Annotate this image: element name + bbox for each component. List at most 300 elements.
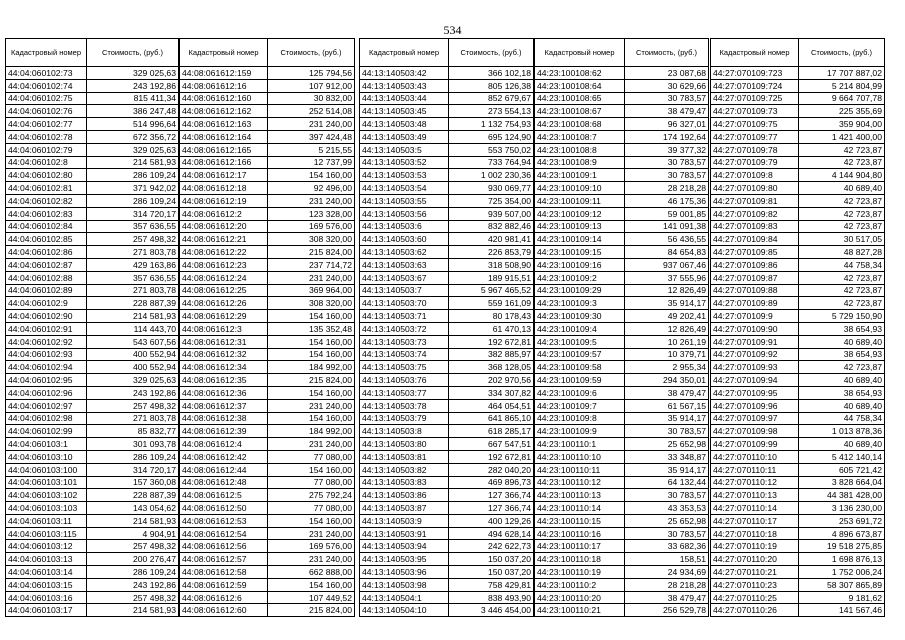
cadastral-table-4 [534, 38, 709, 617]
cost-cell: 641 865,10 [449, 412, 534, 425]
table-row [711, 438, 885, 451]
cadastral-number-cell: 44:23:100109:5 [535, 335, 625, 348]
table-row [180, 604, 355, 617]
cost-cell: 4 904,91 [87, 527, 179, 540]
cost-cell: 39 377,32 [625, 143, 709, 156]
table-row [6, 527, 179, 540]
cost-cell: 125 794,56 [268, 67, 355, 80]
table-row [535, 194, 709, 207]
table-row [535, 67, 709, 80]
cadastral-number-cell: 44:23:100110:20 [535, 591, 625, 604]
table-row [711, 271, 885, 284]
table-row [535, 412, 709, 425]
cadastral-number-cell: 44:13:140503:54 [360, 182, 449, 195]
header-cost: Стоимость, (руб.) [799, 39, 885, 67]
cadastral-number-cell: 44:23:100108:8 [535, 143, 625, 156]
table-row [180, 182, 355, 195]
table-row [711, 386, 885, 399]
table-row [6, 182, 179, 195]
cadastral-number-cell: 44:27:070109:73 [711, 105, 799, 118]
cost-cell: 514 996,64 [87, 118, 179, 131]
cadastral-number-cell: 44:23:100109:3 [535, 297, 625, 310]
table-row [180, 425, 355, 438]
cost-cell: 226 853,79 [449, 246, 534, 259]
cadastral-number-cell: 44:08:061612:50 [180, 502, 268, 515]
cadastral-number-cell: 44:08:061612:6 [180, 591, 268, 604]
cadastral-number-cell: 44:04:060103:103 [6, 502, 87, 515]
table-row [535, 271, 709, 284]
table-row [360, 194, 534, 207]
cost-cell: 286 109,24 [87, 450, 179, 463]
table-row [180, 335, 355, 348]
table-row [711, 220, 885, 233]
table-row [711, 361, 885, 374]
cost-cell: 9 181,62 [799, 591, 885, 604]
cost-cell: 17 707 887,02 [799, 67, 885, 80]
cost-cell: 329 025,63 [87, 67, 179, 80]
cadastral-number-cell: 44:23:100110:14 [535, 502, 625, 515]
cadastral-number-cell: 44:27:070110:10 [711, 450, 799, 463]
cadastral-number-cell: 44:27:070110:11 [711, 463, 799, 476]
table-row [711, 194, 885, 207]
cadastral-number-cell: 44:23:100110:1 [535, 438, 625, 451]
cost-cell: 44 758,34 [799, 258, 885, 271]
table-row [711, 425, 885, 438]
table-row [6, 335, 179, 348]
table-row [535, 425, 709, 438]
cadastral-number-cell: 44:27:070109:80 [711, 182, 799, 195]
cost-cell: 286 109,24 [87, 169, 179, 182]
cost-cell: 38 479,47 [625, 105, 709, 118]
cost-cell: 214 581,93 [87, 604, 179, 617]
table-row [6, 105, 179, 118]
cost-cell: 400 552,94 [87, 361, 179, 374]
cost-cell: 35 914,17 [625, 463, 709, 476]
cost-cell: 357 636,55 [87, 271, 179, 284]
cost-cell: 231 240,00 [268, 118, 355, 131]
cost-cell: 214 581,93 [87, 514, 179, 527]
cadastral-number-cell: 44:27:070109:89 [711, 297, 799, 310]
table-row [180, 322, 355, 335]
cost-cell: 192 672,81 [449, 335, 534, 348]
cadastral-number-cell: 44:23:100110:10 [535, 450, 625, 463]
cost-cell: 3 136 230,00 [799, 502, 885, 515]
cadastral-number-cell: 44:08:061612:23 [180, 258, 268, 271]
cost-cell: 92 496,00 [268, 182, 355, 195]
table-header-row [711, 39, 885, 67]
table-row [180, 374, 355, 387]
cost-cell: 271 803,78 [87, 284, 179, 297]
cost-cell: 80 178,43 [449, 310, 534, 323]
header-cadastral-number: Кадастровый номер [180, 39, 268, 67]
cost-cell: 37 555,96 [625, 271, 709, 284]
cadastral-number-cell: 44:27:070110:26 [711, 604, 799, 617]
table-row [6, 399, 179, 412]
cadastral-number-cell: 44:13:140503:73 [360, 335, 449, 348]
table-row [535, 502, 709, 515]
cost-cell: 371 942,02 [87, 182, 179, 195]
cost-cell: 667 547,51 [449, 438, 534, 451]
table-row [711, 527, 885, 540]
table-row [711, 476, 885, 489]
table-row [535, 527, 709, 540]
table-row [180, 450, 355, 463]
table-row [180, 67, 355, 80]
cost-cell: 359 904,00 [799, 118, 885, 131]
cost-cell: 672 356,72 [87, 130, 179, 143]
cost-cell: 42 723,87 [799, 194, 885, 207]
table-row [360, 118, 534, 131]
table-row [180, 399, 355, 412]
table-row [711, 182, 885, 195]
table-row [360, 182, 534, 195]
cadastral-number-cell: 44:04:060103:17 [6, 604, 87, 617]
cadastral-number-cell: 44:23:100109:57 [535, 348, 625, 361]
table-row [535, 284, 709, 297]
cost-cell: 38 654,93 [799, 348, 885, 361]
cost-cell: 154 160,00 [268, 412, 355, 425]
table-row [360, 450, 534, 463]
cadastral-number-cell: 44:27:070110:14 [711, 502, 799, 515]
cadastral-number-cell: 44:27:070109:81 [711, 194, 799, 207]
cost-cell: 30 783,57 [625, 527, 709, 540]
table-row [535, 335, 709, 348]
table-row [180, 220, 355, 233]
table-row [180, 284, 355, 297]
table-row [6, 258, 179, 271]
cost-cell: 35 914,17 [625, 297, 709, 310]
table-row [360, 463, 534, 476]
table-row [535, 604, 709, 617]
table-row [535, 297, 709, 310]
cost-cell: 286 109,24 [87, 194, 179, 207]
cost-cell: 25 652,98 [625, 514, 709, 527]
cadastral-number-cell: 44:23:100109:12 [535, 207, 625, 220]
cost-cell: 10 379,71 [625, 348, 709, 361]
cadastral-number-cell: 44:13:140503:83 [360, 476, 449, 489]
cadastral-number-cell: 44:13:140503:77 [360, 386, 449, 399]
cost-cell: 231 240,00 [268, 271, 355, 284]
cadastral-number-cell: 44:23:100108:7 [535, 130, 625, 143]
cost-cell: 42 723,87 [799, 207, 885, 220]
cadastral-number-cell: 44:23:100110:18 [535, 553, 625, 566]
cost-cell: 4 144 904,80 [799, 169, 885, 182]
cost-cell: 44 758,34 [799, 412, 885, 425]
cadastral-number-cell: 44:13:140503:98 [360, 578, 449, 591]
cost-cell: 25 652,98 [625, 438, 709, 451]
table-row [6, 67, 179, 80]
cost-cell: 368 128,05 [449, 361, 534, 374]
cadastral-number-cell: 44:23:100109:29 [535, 284, 625, 297]
table-row [535, 79, 709, 92]
cost-cell: 38 654,93 [799, 386, 885, 399]
cost-cell: 400 129,26 [449, 514, 534, 527]
table-row [180, 463, 355, 476]
cadastral-number-cell: 44:04:060102:75 [6, 92, 87, 105]
cost-cell: 127 366,74 [449, 489, 534, 502]
cost-cell: 930 069,77 [449, 182, 534, 195]
table-row [360, 386, 534, 399]
cost-cell: 618 285,17 [449, 425, 534, 438]
cadastral-number-cell: 44:13:140503:8 [360, 425, 449, 438]
table-row [535, 310, 709, 323]
cost-cell: 38 479,47 [625, 591, 709, 604]
cadastral-number-cell: 44:27:070109:8 [711, 169, 799, 182]
cost-cell: 43 353,53 [625, 502, 709, 515]
table-row [535, 322, 709, 335]
cadastral-number-cell: 44:23:100109:2 [535, 271, 625, 284]
cadastral-number-cell: 44:13:140504:1 [360, 591, 449, 604]
cost-cell: 805 126,38 [449, 79, 534, 92]
cadastral-number-cell: 44:27:070109:90 [711, 322, 799, 335]
table-row [711, 105, 885, 118]
cost-cell: 231 240,00 [268, 194, 355, 207]
cadastral-number-cell: 44:23:100109:6 [535, 386, 625, 399]
cost-cell: 695 124,90 [449, 130, 534, 143]
cadastral-number-cell: 44:04:060102:86 [6, 246, 87, 259]
header-cadastral-number: Кадастровый номер [711, 39, 799, 67]
cadastral-number-cell: 44:08:061612:162 [180, 105, 268, 118]
cost-cell: 158,51 [625, 553, 709, 566]
cadastral-number-cell: 44:08:061612:16 [180, 79, 268, 92]
header-cadastral-number: Кадастровый номер [6, 39, 87, 67]
table-row [360, 310, 534, 323]
cost-cell: 5 215,55 [268, 143, 355, 156]
table-row [360, 335, 534, 348]
cost-cell: 559 161,09 [449, 297, 534, 310]
cost-cell: 33 682,36 [625, 540, 709, 553]
table-row [360, 527, 534, 540]
cadastral-number-cell: 44:04:060103:1 [6, 438, 87, 451]
cost-cell: 662 888,00 [268, 566, 355, 579]
cadastral-number-cell: 44:04:060102:87 [6, 258, 87, 271]
cadastral-number-cell: 44:23:100109:13 [535, 220, 625, 233]
cost-cell: 1 002 230,36 [449, 169, 534, 182]
cost-cell: 40 689,40 [799, 399, 885, 412]
cadastral-number-cell: 44:08:061612:32 [180, 348, 268, 361]
cost-cell: 357 636,55 [87, 220, 179, 233]
cadastral-number-cell: 44:04:060102:93 [6, 348, 87, 361]
table-row [180, 258, 355, 271]
table-row [180, 118, 355, 131]
table-row [535, 348, 709, 361]
cost-cell: 329 025,63 [87, 143, 179, 156]
cost-cell: 420 981,41 [449, 233, 534, 246]
cadastral-number-cell: 44:04:060102:90 [6, 310, 87, 323]
cost-cell: 42 723,87 [799, 361, 885, 374]
cadastral-number-cell: 44:27:070109:94 [711, 374, 799, 387]
table-row [6, 220, 179, 233]
cadastral-number-cell: 44:04:060102:99 [6, 425, 87, 438]
cadastral-number-cell: 44:04:060102:82 [6, 194, 87, 207]
cadastral-number-cell: 44:08:061612:21 [180, 233, 268, 246]
cost-cell: 815 411,34 [87, 92, 179, 105]
cost-cell: 400 552,94 [87, 348, 179, 361]
cadastral-number-cell: 44:04:060102:89 [6, 284, 87, 297]
table-row [535, 258, 709, 271]
cost-cell: 154 160,00 [268, 578, 355, 591]
cadastral-number-cell: 44:27:070109:724 [711, 79, 799, 92]
page-number: 534 [443, 23, 462, 37]
cadastral-number-cell: 44:08:061612:54 [180, 527, 268, 540]
cost-cell: 12 826,49 [625, 284, 709, 297]
header-cadastral-number: Кадастровый номер [360, 39, 449, 67]
cadastral-number-cell: 44:23:100108:65 [535, 92, 625, 105]
cadastral-number-cell: 44:08:061612:48 [180, 476, 268, 489]
table-row [360, 553, 534, 566]
cost-cell: 42 723,87 [799, 297, 885, 310]
cadastral-number-cell: 44:13:140503:48 [360, 118, 449, 131]
table-row [535, 463, 709, 476]
cost-cell: 758 429,81 [449, 578, 534, 591]
cadastral-number-cell: 44:08:061612:39 [180, 425, 268, 438]
cadastral-number-cell: 44:27:070109:84 [711, 233, 799, 246]
table-row [711, 169, 885, 182]
table-row [360, 271, 534, 284]
cadastral-number-cell: 44:04:060102:91 [6, 322, 87, 335]
cost-cell: 154 160,00 [268, 335, 355, 348]
cost-cell: 366 102,18 [449, 67, 534, 80]
cadastral-number-cell: 44:04:060102:84 [6, 220, 87, 233]
table-row [6, 412, 179, 425]
cadastral-number-cell: 44:08:061612:35 [180, 374, 268, 387]
cost-cell: 30 783,57 [625, 425, 709, 438]
cost-cell: 5 214 804,99 [799, 79, 885, 92]
cadastral-number-cell: 44:27:070110:18 [711, 527, 799, 540]
cost-cell: 40 689,40 [799, 438, 885, 451]
cadastral-number-cell: 44:23:100109:11 [535, 194, 625, 207]
table-row [6, 566, 179, 579]
cost-cell: 85 832,77 [87, 425, 179, 438]
cadastral-number-cell: 44:08:061612:36 [180, 386, 268, 399]
table-row [360, 514, 534, 527]
cost-cell: 242 622,73 [449, 540, 534, 553]
cadastral-number-cell: 44:04:060103:12 [6, 540, 87, 553]
cost-cell: 231 240,00 [268, 553, 355, 566]
cadastral-number-cell: 44:27:070110:17 [711, 514, 799, 527]
table-row [6, 246, 179, 259]
cadastral-number-cell: 44:08:061612:4 [180, 438, 268, 451]
cadastral-number-cell: 44:23:100110:17 [535, 540, 625, 553]
header-cost: Стоимость, (руб.) [625, 39, 709, 67]
cadastral-number-cell: 44:13:140503:6 [360, 220, 449, 233]
table-row [711, 156, 885, 169]
table-row [360, 591, 534, 604]
cadastral-number-cell: 44:27:070109:9 [711, 310, 799, 323]
table-row [711, 297, 885, 310]
cadastral-number-cell: 44:08:061612:160 [180, 92, 268, 105]
table-row [711, 322, 885, 335]
cadastral-number-cell: 44:08:061612:31 [180, 335, 268, 348]
table-row [6, 92, 179, 105]
table-row [360, 220, 534, 233]
cadastral-number-cell: 44:13:140503:76 [360, 374, 449, 387]
table-row [6, 450, 179, 463]
cost-cell: 3 828 664,04 [799, 476, 885, 489]
cost-cell: 49 202,41 [625, 310, 709, 323]
cost-cell: 243 192,86 [87, 578, 179, 591]
cadastral-number-cell: 44:27:070109:91 [711, 335, 799, 348]
cadastral-number-cell: 44:13:140503:42 [360, 67, 449, 80]
table-row [6, 348, 179, 361]
cost-cell: 150 037,20 [449, 553, 534, 566]
cadastral-number-cell: 44:13:140503:70 [360, 297, 449, 310]
cost-cell: 40 689,40 [799, 374, 885, 387]
cadastral-number-cell: 44:08:061612:34 [180, 361, 268, 374]
cadastral-number-cell: 44:27:070110:12 [711, 476, 799, 489]
cadastral-number-cell: 44:04:060102:73 [6, 67, 87, 80]
table-row [6, 425, 179, 438]
cadastral-table-5 [710, 38, 885, 617]
cost-cell: 154 160,00 [268, 169, 355, 182]
cost-cell: 231 240,00 [268, 399, 355, 412]
cost-cell: 61 567,15 [625, 399, 709, 412]
cadastral-number-cell: 44:13:140503:72 [360, 322, 449, 335]
cadastral-number-cell: 44:13:140503:75 [360, 361, 449, 374]
cost-cell: 228 887,39 [87, 297, 179, 310]
cost-cell: 257 498,32 [87, 591, 179, 604]
cadastral-number-cell: 44:13:140503:78 [360, 399, 449, 412]
table-row [535, 105, 709, 118]
cadastral-number-cell: 44:08:061612:56 [180, 540, 268, 553]
cost-cell: 169 576,00 [268, 540, 355, 553]
cost-cell: 38 654,93 [799, 322, 885, 335]
cadastral-number-cell: 44:08:061612:25 [180, 284, 268, 297]
cost-cell: 939 507,00 [449, 207, 534, 220]
cadastral-number-cell: 44:23:100108:64 [535, 79, 625, 92]
cost-cell: 2 955,34 [625, 361, 709, 374]
cost-cell: 301 093,78 [87, 438, 179, 451]
cadastral-number-cell: 44:23:100109:4 [535, 322, 625, 335]
cost-cell: 308 320,00 [268, 233, 355, 246]
cost-cell: 12 826,49 [625, 322, 709, 335]
cadastral-number-cell: 44:13:140503:67 [360, 271, 449, 284]
table-row [711, 207, 885, 220]
table-row [711, 233, 885, 246]
cost-cell: 24 934,69 [625, 566, 709, 579]
table-row [360, 169, 534, 182]
cadastral-number-cell: 44:04:060102:85 [6, 233, 87, 246]
table-row [360, 604, 534, 617]
cost-cell: 44 381 428,00 [799, 489, 885, 502]
table-row [360, 425, 534, 438]
table-row [711, 284, 885, 297]
cadastral-number-cell: 44:27:070109:92 [711, 348, 799, 361]
cadastral-number-cell: 44:08:061612:26 [180, 297, 268, 310]
table-row [180, 540, 355, 553]
cadastral-number-cell: 44:23:100110:19 [535, 566, 625, 579]
cadastral-number-cell: 44:27:070109:725 [711, 92, 799, 105]
cadastral-number-cell: 44:23:100109:58 [535, 361, 625, 374]
cost-cell: 19 518 275,85 [799, 540, 885, 553]
table-row [180, 207, 355, 220]
cost-cell: 200 276,47 [87, 553, 179, 566]
cost-cell: 318 508,90 [449, 258, 534, 271]
table-row [711, 335, 885, 348]
table-row [360, 348, 534, 361]
cost-cell: 1 132 754,93 [449, 118, 534, 131]
table-row [6, 271, 179, 284]
cadastral-number-cell: 44:08:061612:53 [180, 514, 268, 527]
cadastral-number-cell: 44:23:100110:15 [535, 514, 625, 527]
cost-cell: 30 783,57 [625, 92, 709, 105]
cost-cell: 38 479,47 [625, 386, 709, 399]
cost-cell: 5 967 465,52 [449, 284, 534, 297]
cost-cell: 46 175,36 [625, 194, 709, 207]
header-cost: Стоимость, (руб.) [268, 39, 355, 67]
table-row [711, 143, 885, 156]
table-row [535, 233, 709, 246]
